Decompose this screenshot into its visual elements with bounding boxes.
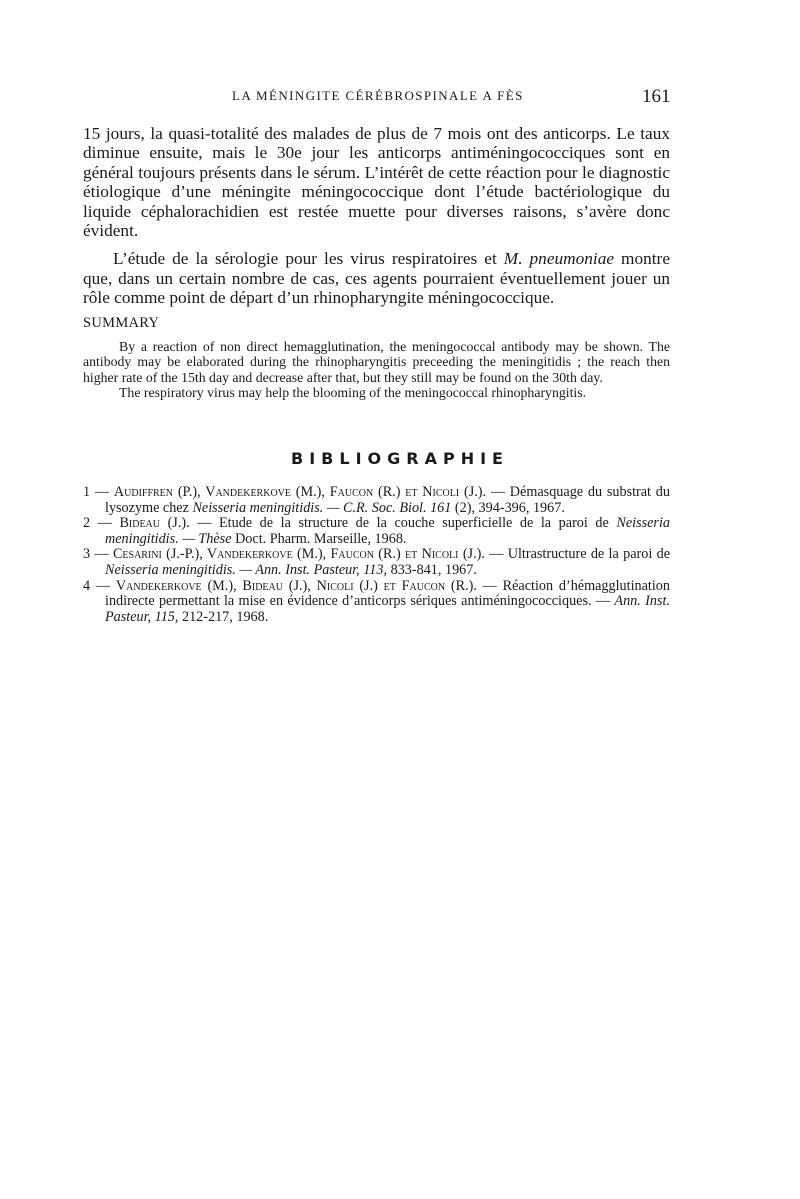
reference-source: Neisseria meningitidis. — Thèse (105, 515, 670, 547)
reference-authors: Cesarini (J.-P.), Vandekerkove (M.), Faucon (R.) et Nicoli (J.). (112, 546, 485, 563)
reference-authors: Vandekerkove (M.), Bideau (J.), Nicoli (J.) et Faucon (R.). (115, 577, 477, 594)
reference-number: 1 — (83, 484, 114, 500)
reference-number: 2 — (83, 515, 120, 532)
reference-text: — Ultrastructure de la paroi de (484, 546, 670, 563)
body-paragraph-1: 15 jours, la quasi-totalité des malades de plus de 7 mois ont des anticorps. Le taux diminue ensuite, mais le 30e jour les anticorps antiméningococciques sont en général toujours présents dans le sérum. L’intérêt de cette réaction pour le diagnostic étiologique d’une méningite méningococcique dont l’étude bactériologique du liquide céphalorachidien est restée muette pour diverses raisons, s’avère donc évident. (83, 124, 670, 241)
reference-details: (2), 394-396, 1967. (451, 499, 565, 516)
reference-item (83, 485, 670, 516)
page-number: 161 (642, 86, 671, 107)
reference-item (83, 579, 670, 626)
bibliography-list (83, 485, 670, 625)
organism-name: M. pneumoniae (503, 249, 615, 269)
summary-title: SUMMARY (83, 315, 160, 331)
paragraph-2-end: montre que, dans un certain nombre de cas, ces agents pourraient éventuellement jouer un rôle comme point de départ d’un rhinopharyngite méningococcique. (83, 249, 670, 308)
main-text (83, 124, 670, 308)
reference-source: Neisseria meningitidis. — Ann. Inst. Pasteur, 113, (105, 561, 388, 578)
summary-text (83, 339, 670, 401)
reference-details: 833-841, 1967. (387, 561, 477, 578)
reference-item (83, 547, 670, 578)
reference-number: 4 — (83, 577, 116, 594)
reference-source: Ann. Inst. Pasteur, 115, (105, 593, 670, 625)
paragraph-2-start: L’étude de la sérologie pour les virus respiratoires et (113, 249, 504, 269)
summary-paragraph-2: The respiratory virus may help the blooming of the meningococcal rhinopharyngitis. (119, 385, 587, 401)
reference-text: — Réaction d’hémagglutination indirecte permettant la mise en évidence d’anticorps sériques antiméningococciques. — (105, 577, 670, 610)
reference-text: — Etude de la structure de la couche superficielle de la paroi de (189, 515, 617, 532)
reference-details: 212-217, 1968. (178, 608, 269, 625)
bibliography-title: BIBLIOGRAPHIE (291, 449, 509, 468)
reference-details: Doct. Pharm. Marseille, 1968. (231, 530, 407, 547)
reference-number: 3 — (83, 546, 113, 563)
reference-item (83, 516, 670, 547)
running-title: LA MÉNINGITE CÉRÉBROSPINALE A FÈS (232, 88, 524, 103)
reference-authors: Audiffren (P.), Vandekerkove (M.), Faucon (R.) et Nicoli (J.). (113, 484, 487, 500)
reference-authors: Bideau (J.). (119, 515, 190, 532)
reference-text: — Démasquage du substrat du lysozyme chez (105, 484, 670, 516)
body-paragraph-2 (83, 249, 670, 307)
summary-paragraph-1: By a reaction of non direct hemagglutination, the meningococcal antibody may be shown. The antibody may be elaborated during the rhinopharyngitis preceeding the meningitidis ; the reach then higher rate of the 15th day and decrease after that, but they still may be found on the 30th day. (83, 339, 670, 385)
reference-source: Neisseria meningitidis. — C.R. Soc. Biol. 161 (192, 499, 452, 516)
